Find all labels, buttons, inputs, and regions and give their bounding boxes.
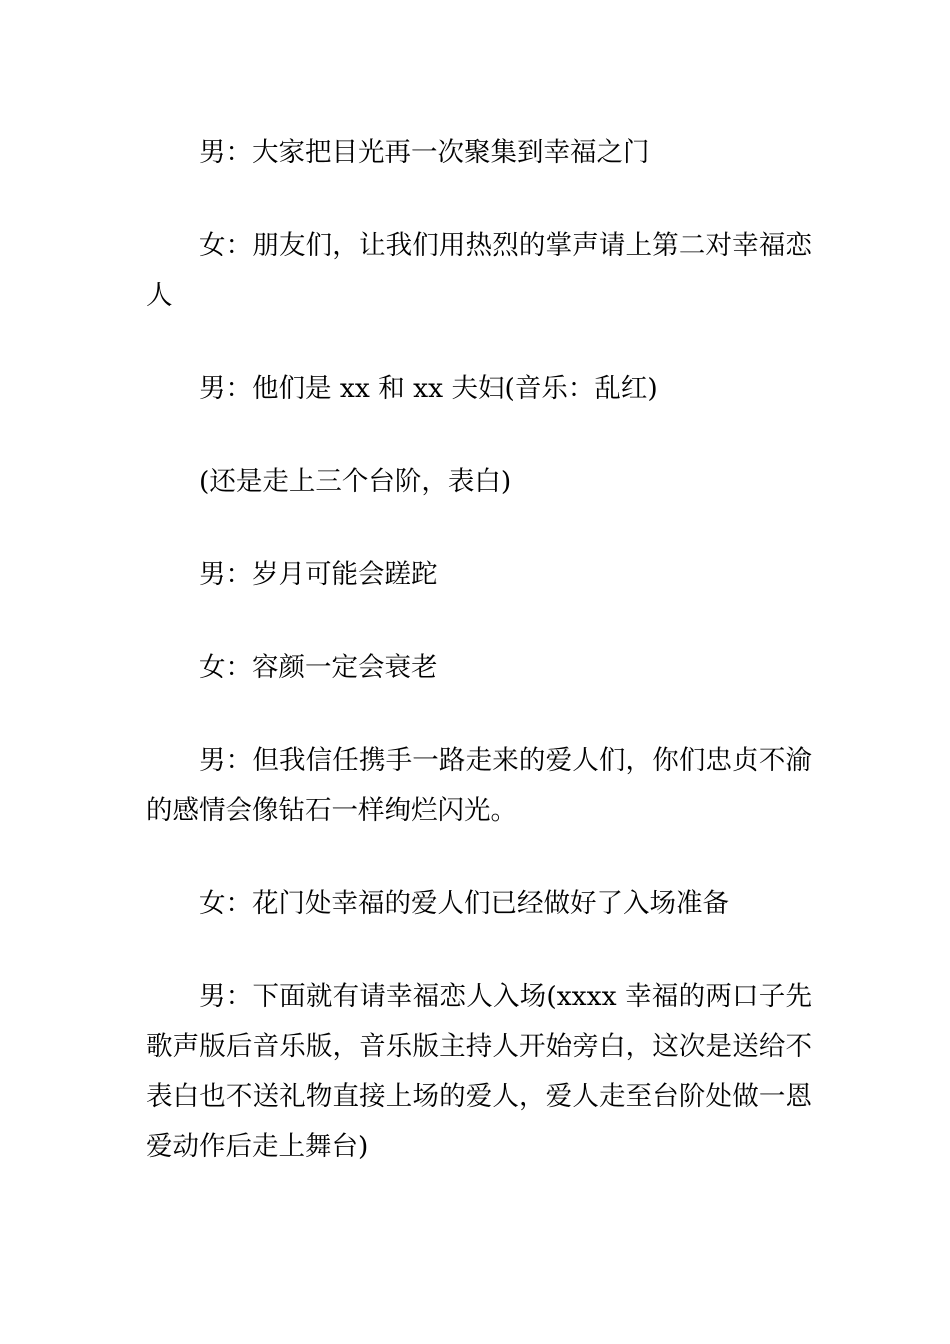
paragraph-stage-direction: (还是走上三个台阶，表白) (199, 466, 512, 497)
paragraph-female-aging: 女：容颜一定会衰老 (199, 652, 438, 683)
paragraph-male-couples-enter: 男：下面就有请幸福恋人入场(xxxx 幸福的两口子先歌声版后音乐版，音乐版主持人开始旁白，这次是送给不表白也不送礼物直接上场的爱人，爱人走至台阶处做一恩爱动作后走上舞台) (146, 981, 812, 1162)
paragraph-female-invite-second-couple: 女：朋友们，让我们用热烈的掌声请上第二对幸福恋人 (146, 230, 812, 311)
paragraph-female-entrance-ready: 女：花门处幸福的爱人们已经做好了入场准备 (199, 888, 729, 919)
document-body (146, 128, 812, 1215)
paragraph-male-faithful-love: 男：但我信任携手一路走来的爱人们，你们忠贞不渝的感情会像钻石一样绚烂闪光。 (146, 745, 812, 826)
paragraph-male-couple-intro: 男：他们是 xx 和 xx 夫妇(音乐：乱红) (199, 373, 658, 404)
paragraph-male-gather-gaze: 男：大家把目光再一次聚集到幸福之门 (199, 137, 650, 168)
paragraph-male-years: 男：岁月可能会蹉跎 (199, 559, 438, 590)
